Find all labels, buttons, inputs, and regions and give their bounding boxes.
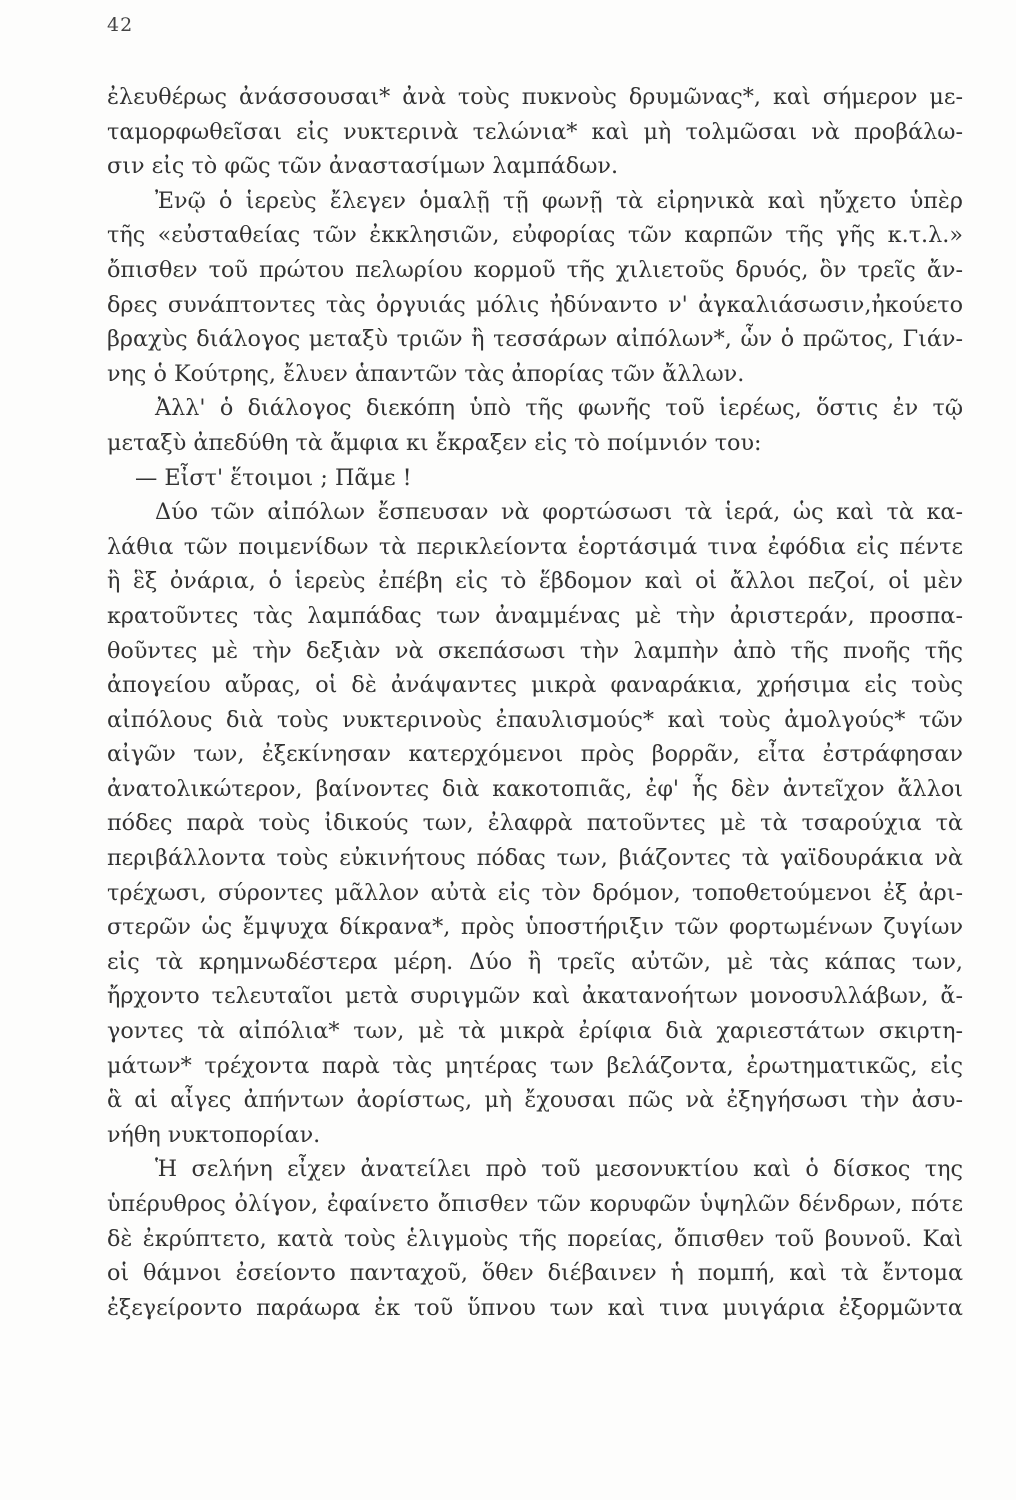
text-line: ὑπέρυθρος ὀλίγον, ἐφαίνετο ὄπισθεν τῶν κορυφῶν ὑψηλῶν δένδρων, πότε [107,1191,963,1217]
text-line: Δύο τῶν αἰπόλων ἔσπευσαν νὰ φορτώσωσι τὰ ἱερά, ὡς καὶ τὰ κα- [155,499,963,526]
text-line: αἰγῶν των, ἐξεκίνησαν κατερχόμενοι πρὸς βορρᾶν, εἶτα ἐστράφησαν [107,741,963,768]
text-line: ἀπογείου αὔρας, οἱ δὲ ἀνάψαντες μικρὰ φαναράκια, χρήσιμα εἰς τοὺς [107,672,963,699]
text-line: κρατοῦντες τὰς λαμπάδας των ἀναμμένας μὲ τὴν ἀριστεράν, προσπα- [107,602,963,629]
text-line: ἐλευθέρως ἀνάσσουσαι* ἀνὰ τοὺς πυκνοὺς δρυμῶνας*, καὶ σήμερον με- [107,84,963,110]
text-line: — Εἶστ' ἕτοιμοι ; Πᾶμε ! [135,464,412,491]
text-line: μάτων* τρέχοντα παρὰ τὰς μητέρας των βελάζοντα, ἐρωτηματικῶς, εἰς [107,1052,963,1079]
text-line: βραχὺς διάλογος μεταξὺ τριῶν ἢ τεσσάρων αἰπόλων*, ὧν ὁ πρῶτος, Γιάν- [107,326,963,353]
text-line: αἰπόλους διὰ τοὺς νυκτερινοὺς ἐπαυλισμούς* καὶ τοὺς ἀμολγούς* τῶν [107,706,963,733]
text-line: γοντες τὰ αἰπόλια* των, μὲ τὰ μικρὰ ἐρίφια διὰ χαριεστάτων σκιρτη- [107,1018,963,1045]
text-line: ἐξεγείροντο παράωρα ἐκ τοῦ ὕπνου των καὶ τινα μυιγάρια ἐξορμῶντα [107,1294,963,1321]
text-line: δρες συνάπτοντες τὰς ὀργυιάς μόλις ἠδύναντο ν' ἀγκαλιάσωσιν,ἠκούετο [107,291,963,318]
text-line: ἀνατολικώτερον, βαίνοντες διὰ κακοτοπιᾶς, ἐφ' ἧς δὲν ἀντεῖχον ἄλλοι [107,775,963,802]
text-line: Ἀλλ' ὁ διάλογος διεκόπη ὑπὸ τῆς φωνῆς τοῦ ἱερέως, ὅστις ἐν τῷ [155,395,963,422]
text-line: τρέχωσι, σύροντες μᾶλλον αὐτὰ εἰς τὸν δρόμον, τοποθετούμενοι ἐξ ἀρι- [107,879,963,906]
page-number: 42 [107,14,134,36]
text-line: περιβάλλοντα τοὺς εὐκινήτους πόδας των, βιάζοντες τὰ γαϊδουράκια νὰ [107,845,963,872]
text-line: ἢ ἓξ ὀνάρια, ὁ ἱερεὺς ἐπέβη εἰς τὸ ἕβδομον καὶ οἱ ἄλλοι πεζοί, οἱ μὲν [107,568,963,595]
text-line: σιν εἰς τὸ φῶς τῶν ἀναστασίμων λαμπάδων. [107,153,619,180]
text-line: ὄπισθεν τοῦ πρώτου πελωρίου κορμοῦ τῆς χιλιετοῦς δρυός, ὃν τρεῖς ἄν- [107,256,963,283]
text-line: οἱ θάμνοι ἐσείοντο πανταχοῦ, ὅθεν διέβαινεν ἡ πομπή, καὶ τὰ ἔντομα [107,1260,963,1287]
text-line: ταμορφωθεῖσαι εἰς νυκτερινὰ τελώνια* καὶ μὴ τολμῶσαι νὰ προβάλω- [107,118,963,145]
text-line: ἃ αἱ αἶγες ἀπήντων ἀορίστως, μὴ ἔχουσαι πῶς νὰ ἐξηγήσωσι τὴν ἀσυ- [107,1087,963,1114]
text-line: Ἡ σελήνη εἶχεν ἀνατείλει πρὸ τοῦ μεσονυκτίου καὶ ὁ δίσκος της [155,1156,963,1183]
text-line: νήθη νυκτοπορίαν. [107,1121,321,1148]
text-line: εἰς τὰ κρημνωδέστερα μέρη. Δύο ἢ τρεῖς αὐτῶν, μὲ τὰς κάπας των, [107,948,963,975]
body-text [107,80,963,1325]
text-line: στερῶν ὡς ἔμψυχα δίκρανα*, πρὸς ὑποστήριξιν τῶν φορτωμένων ζυγίων [107,914,963,941]
text-line: δὲ ἐκρύπτετο, κατὰ τοὺς ἑλιγμοὺς τῆς πορείας, ὄπισθεν τοῦ βουνοῦ. Καὶ [107,1225,963,1252]
text-line: μεταξὺ ἀπεδύθη τὰ ἄμφια κι ἔκραξεν εἰς τὸ ποίμνιόν του: [107,429,762,456]
text-line: θοῦντες μὲ τὴν δεξιὰν νὰ σκεπάσωσι τὴν λαμπὴν ἀπὸ τῆς πνοῆς τῆς [107,637,963,664]
text-line: ἤρχοντο τελευταῖοι μετὰ συριγμῶν καὶ ἀκατανοήτων μονοσυλλάβων, ἄ- [107,983,963,1010]
text-line: λάθια τῶν ποιμενίδων τὰ περικλείοντα ἑορτάσιμά τινα ἐφόδια εἰς πέντε [107,533,963,560]
text-line: πόδες παρὰ τοὺς ἰδικούς των, ἐλαφρὰ πατοῦντες μὲ τὰ τσαρούχια τὰ [107,810,963,837]
text-line: Ἐνῷ ὁ ἱερεὺς ἔλεγεν ὁμαλῇ τῇ φωνῇ τὰ εἰρηνικὰ καὶ ηὔχετο ὑπὲρ [155,187,963,214]
text-line: τῆς «εὐσταθείας τῶν ἐκκλησιῶν, εὐφορίας τῶν καρπῶν τῆς γῆς κ.τ.λ.» [107,222,963,249]
text-line: νης ὁ Κούτρης, ἔλυεν ἁπαντῶν τὰς ἀπορίας τῶν ἄλλων. [107,360,745,387]
